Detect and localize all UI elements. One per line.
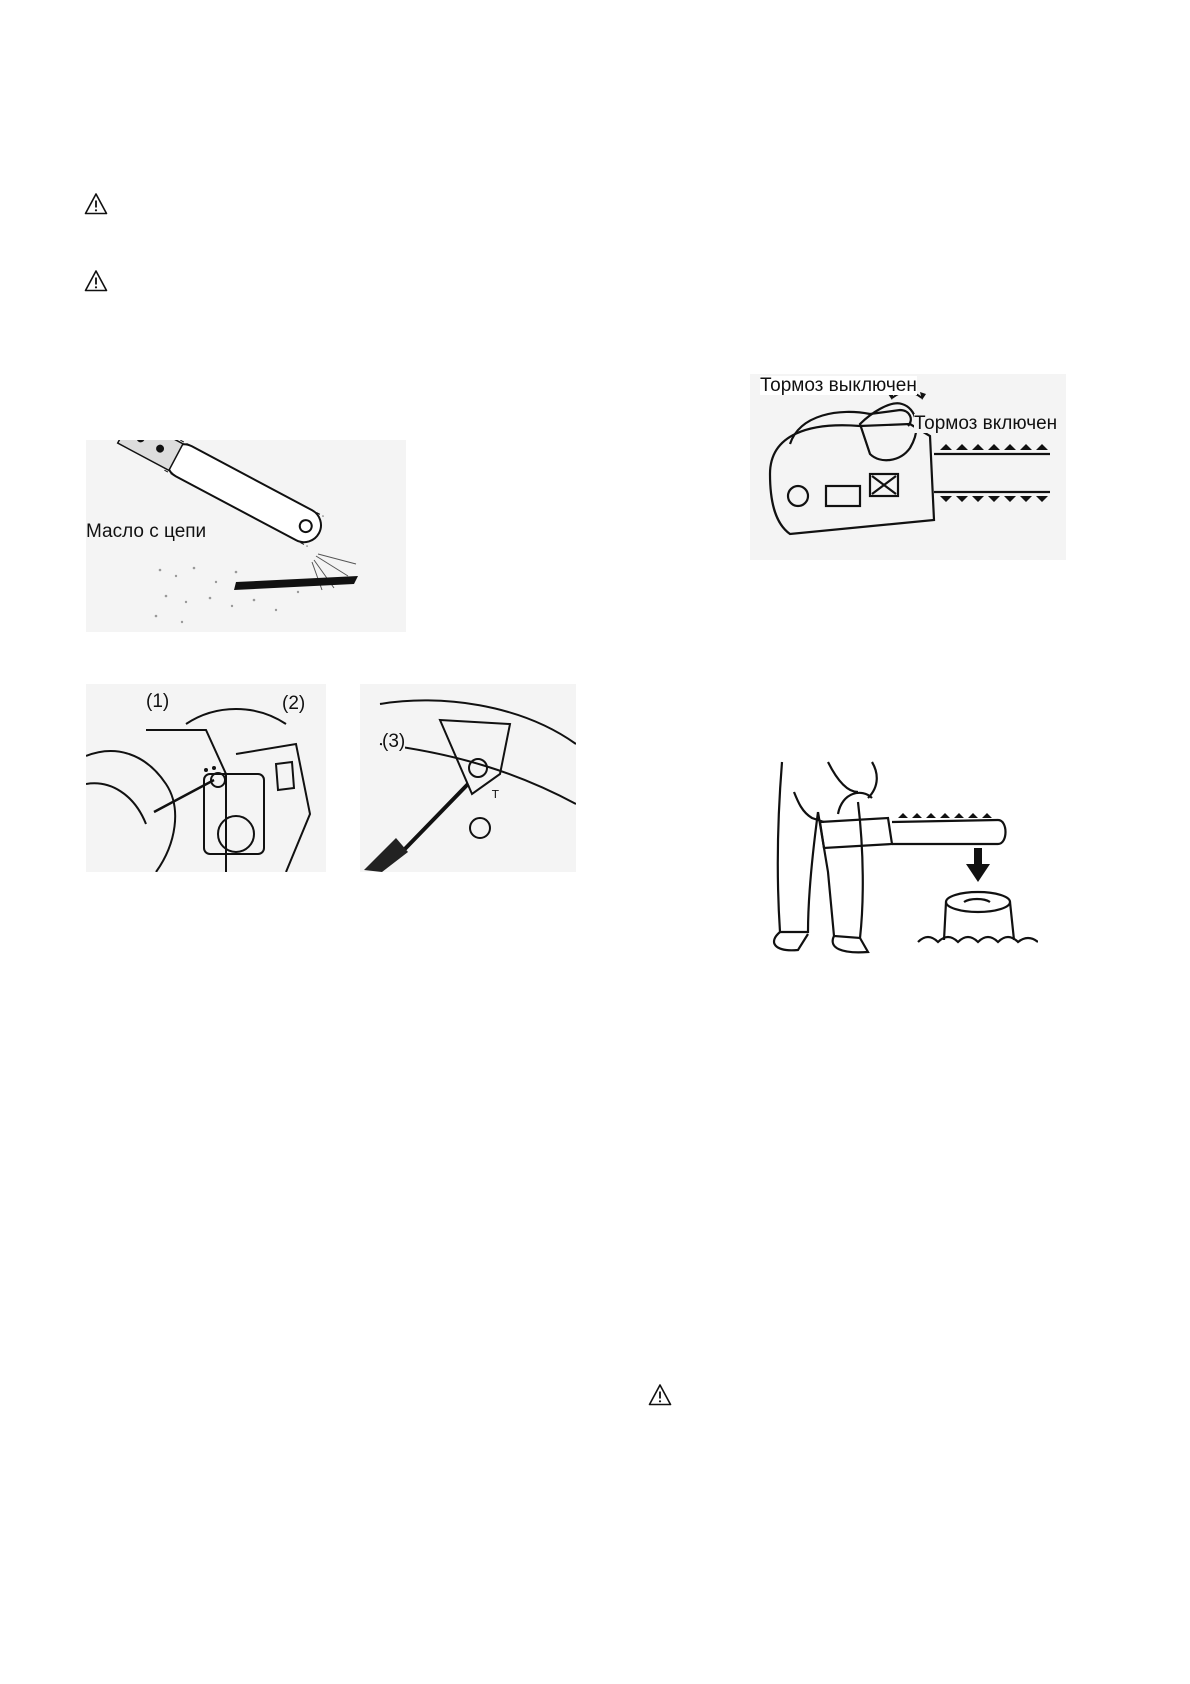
oil-adjust-screwdriver-icon [360,684,576,872]
warning-triangle-icon [84,269,108,293]
figure-brake-test [768,752,1038,956]
callout-2-label: (2) [282,693,306,714]
operator-stump-icon [768,752,1038,956]
callout-1-label: (1) [146,691,170,712]
warning-triangle-icon [648,1383,672,1407]
figure-chain-oil [86,440,406,632]
svg-text:T: T [492,788,499,801]
figure-oil-adjust-right [360,684,576,872]
chain-brake-icon [750,374,1066,560]
callout-3-label: (3) [382,731,406,752]
figure-oil-adjust-left [86,684,326,872]
brake-off-label: Тормоз выключен [760,375,917,396]
warning-triangle-icon [84,192,108,216]
brake-on-label: Тормоз включен [914,413,1058,434]
figure-chain-brake [750,374,1066,560]
chain-oil-label: Масло с цепи [86,521,207,542]
